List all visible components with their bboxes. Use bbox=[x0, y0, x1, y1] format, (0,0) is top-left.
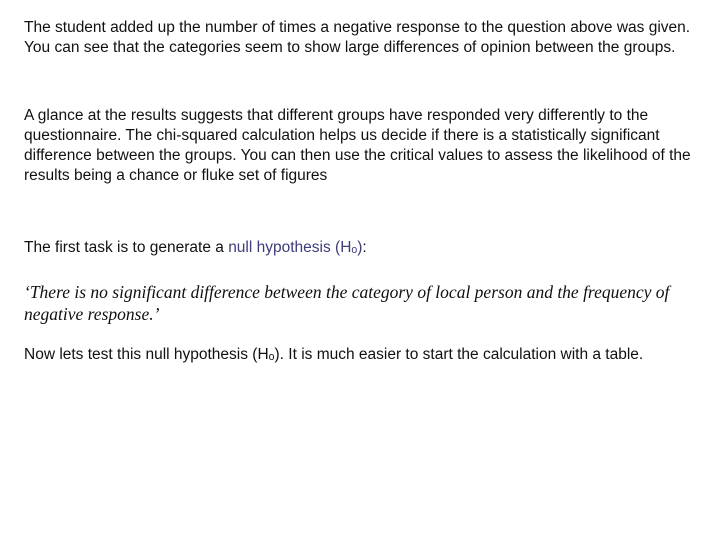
first-task-paragraph bbox=[24, 238, 700, 258]
explanation-paragraph: A glance at the results suggests that different groups have responded very differently to the questionnaire. The chi-squared calculation helps us decide if there is a statistically significant difference between the groups. You can then use the critical values to assess the likelihood of the results being a chance or fluke set of figures bbox=[24, 107, 691, 184]
test-hypothesis-paragraph: Now lets test this null hypothesis (Hₒ). It is much easier to start the calculation with a table. bbox=[24, 346, 644, 363]
null-hypothesis-term: null hypothesis (Hₒ) bbox=[228, 239, 363, 256]
null-hypothesis-quote: ‘There is no significant difference between the category of local person and the frequency of negative response.’ bbox=[24, 282, 670, 324]
first-task-prefix: The first task is to generate a bbox=[24, 239, 229, 256]
first-task-suffix: : bbox=[362, 239, 367, 256]
intro-paragraph: The student added up the number of times a negative response to the question above was given. You can see that the categories seem to show large differences of opinion between the groups. bbox=[24, 19, 691, 56]
